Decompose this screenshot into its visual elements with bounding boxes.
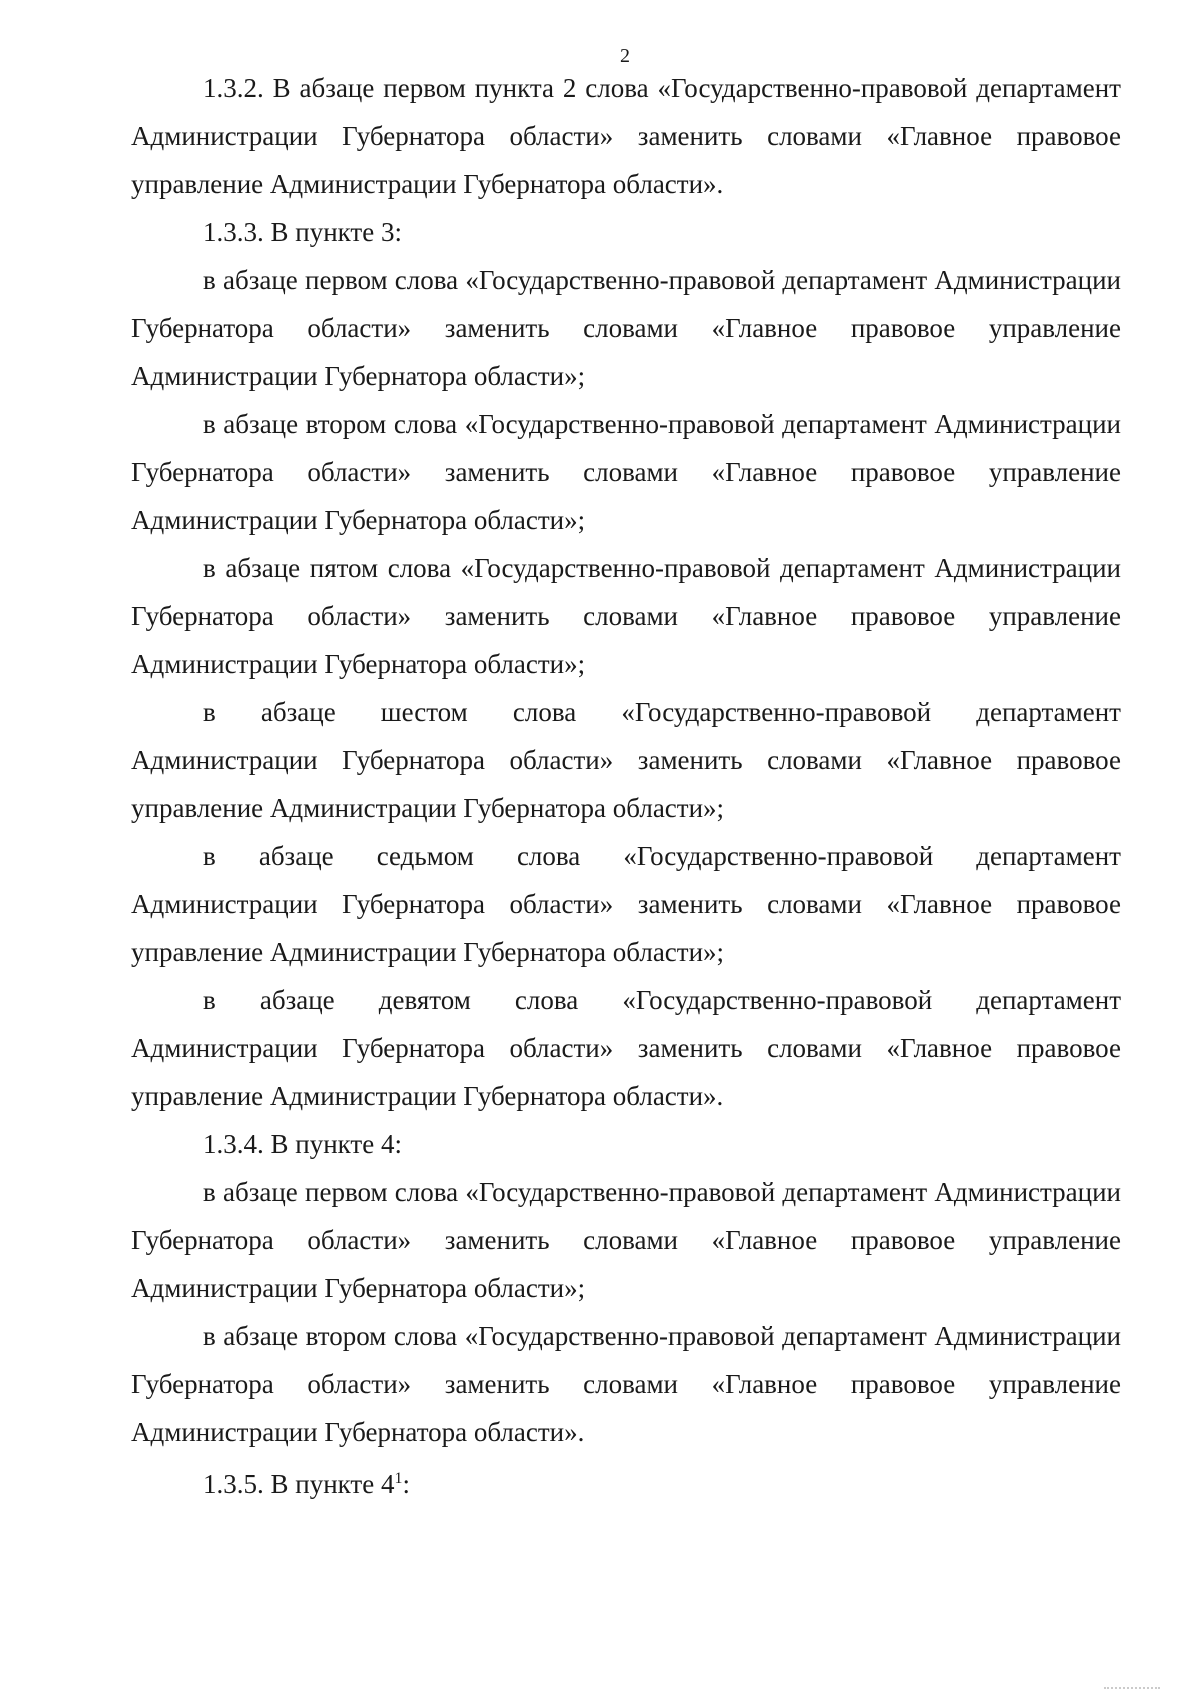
paragraph-1-3-5-text: 1.3.5. В пункте 4 [203, 1469, 395, 1499]
paragraph-item-3-fifth: в абзаце пятом слова «Государственно-правовой департамент Администрации Губернатора области» заменить словами «Главное правовое управление Администрации Губернатора области»; [131, 553, 1121, 679]
paragraph-item-3-second: в абзаце втором слова «Государственно-правовой департамент Администрации Губернатора области» заменить словами «Главное правовое управление Администрации Губернатора области»; [131, 409, 1121, 535]
page-number: 2 [620, 45, 630, 67]
paragraph-item-4-first: в абзаце первом слова «Государственно-правовой департамент Администрации Губернатора области» заменить словами «Главное правовое управление Администрации Губернатора области»; [131, 1177, 1121, 1303]
scan-artifact [1104, 1681, 1160, 1689]
paragraph-1-3-5-suffix: : [402, 1469, 410, 1499]
paragraph-1-3-4-heading: 1.3.4. В пункте 4: [203, 1129, 402, 1159]
paragraph-item-4-second: в абзаце втором слова «Государственно-правовой департамент Администрации Губернатора области» заменить словами «Главное правовое управление Администрации Губернатора области». [131, 1321, 1121, 1447]
paragraph-item-3-sixth: в абзаце шестом слова «Государственно-правовой департамент Администрации Губернатора области» заменить словами «Главное правовое управление Администрации Губернатора области»; [131, 697, 1121, 823]
paragraph-item-3-first: в абзаце первом слова «Государственно-правовой департамент Администрации Губернатора области» заменить словами «Главное правовое управление Администрации Губернатора области»; [131, 265, 1121, 391]
paragraph-item-3-ninth: в абзаце девятом слова «Государственно-правовой департамент Администрации Губернатора области» заменить словами «Главное правовое управление Администрации Губернатора области». [131, 985, 1121, 1111]
paragraph-1-3-5-heading [131, 1460, 1121, 1508]
paragraph-1-3-3-heading: 1.3.3. В пункте 3: [203, 217, 402, 247]
paragraph-item-3-seventh: в абзаце седьмом слова «Государственно-правовой департамент Администрации Губернатора области» заменить словами «Главное правовое управление Администрации Губернатора области»; [131, 841, 1121, 967]
superscript-index: 1 [394, 1470, 403, 1487]
paragraph-1-3-2: 1.3.2. В абзаце первом пункта 2 слова «Государственно-правовой департамент Администрации Губернатора области» заменить словами «Главное правовое управление Администрации Губернатора области». [131, 73, 1121, 199]
document-body [131, 64, 1121, 1508]
